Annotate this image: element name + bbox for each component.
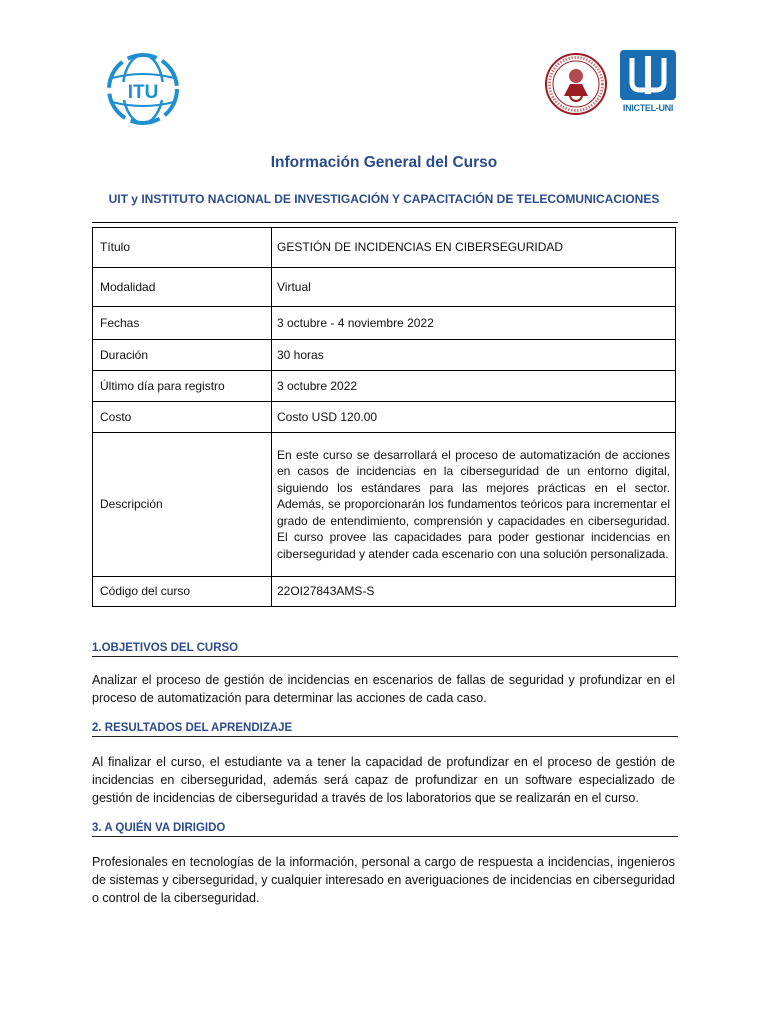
itu-logo-text: ITU (127, 82, 159, 103)
course-description: En este curso se desarrollará el proceso de automatización de acciones en casos de incidencias en la ciberseguridad de un entorno digital, siguiendo los estándares para las mejores prácticas en el sector. Además, se proporcionarán los fundamentos teóricos para incrementar el grado de entendimiento, comprensión y capacidades en ciberseguridad. El curso provee las capacidades para poder gestionar incidencias en ciberseguridad y atender cada escenario con una solución personalizada. (272, 433, 676, 577)
section-text-objetivos: Analizar el proceso de gestión de incidencias en escenarios de fallas de seguridad y profundizar en el proceso de automatización para determinar las acciones de cada caso. (92, 673, 675, 705)
header-divider (92, 222, 678, 223)
section-text-dirigido: Profesionales en tecnologías de la información, personal a cargo de respuesta a incidencias, ingenieros de sistemas y ciberseguridad, y cualquier interesado en averiguaciones de incidencias en ciberseguridad o control de la ciberseguridad. (92, 855, 675, 905)
section-title-resultados: 2. RESULTADOS DEL APRENDIZAJE (92, 722, 678, 737)
inictel-logo-text: INICTEL-UNI (622, 103, 674, 113)
table-row (93, 228, 676, 268)
table-row (93, 577, 676, 607)
table-row (93, 307, 676, 340)
university-seal-logo (544, 48, 608, 120)
table-row (93, 433, 676, 577)
row-value: GESTIÓN DE INCIDENCIAS EN CIBERSEGURIDAD (272, 228, 676, 268)
row-value: 22OI27843AMS-S (272, 577, 676, 607)
section-title-objetivos: 1.OBJETIVOS DEL CURSO (92, 642, 678, 657)
row-label: Descripción (93, 433, 272, 577)
row-value: 3 octubre - 4 noviembre 2022 (272, 307, 676, 340)
section-text-resultados: Al finalizar el curso, el estudiante va a tener la capacidad de profundizar en el proceso de gestión de incidencias en ciberseguridad, además será capaz de profundizar en un software especializado de gestión de incidencias de ciberseguridad a través de los laboratorios que se realizarán en el curso. (92, 755, 675, 805)
row-value: 3 octubre 2022 (272, 371, 676, 402)
table-row (93, 340, 676, 371)
row-label: Código del curso (93, 577, 272, 607)
table-row (93, 268, 676, 307)
table-row (93, 371, 676, 402)
row-label: Duración (93, 340, 272, 371)
itu-logo (104, 50, 182, 128)
page-title: Información General del Curso (270, 154, 498, 171)
page-subtitle: UIT y INSTITUTO NACIONAL DE INVESTIGACIÓN Y CAPACITACIÓN DE TELECOMUNICACIONES (108, 192, 660, 206)
row-label: Modalidad (93, 268, 272, 307)
row-label: Título (93, 228, 272, 268)
row-label: Último día para registro (93, 371, 272, 402)
row-value: 30 horas (272, 340, 676, 371)
row-label: Costo (93, 402, 272, 433)
row-value: Virtual (272, 268, 676, 307)
row-value: Costo USD 120.00 (272, 402, 676, 433)
table-row (93, 402, 676, 433)
section-title-dirigido: 3. A QUIÉN VA DIRIGIDO (92, 822, 678, 837)
course-info-table (92, 227, 676, 607)
row-label: Fechas (93, 307, 272, 340)
